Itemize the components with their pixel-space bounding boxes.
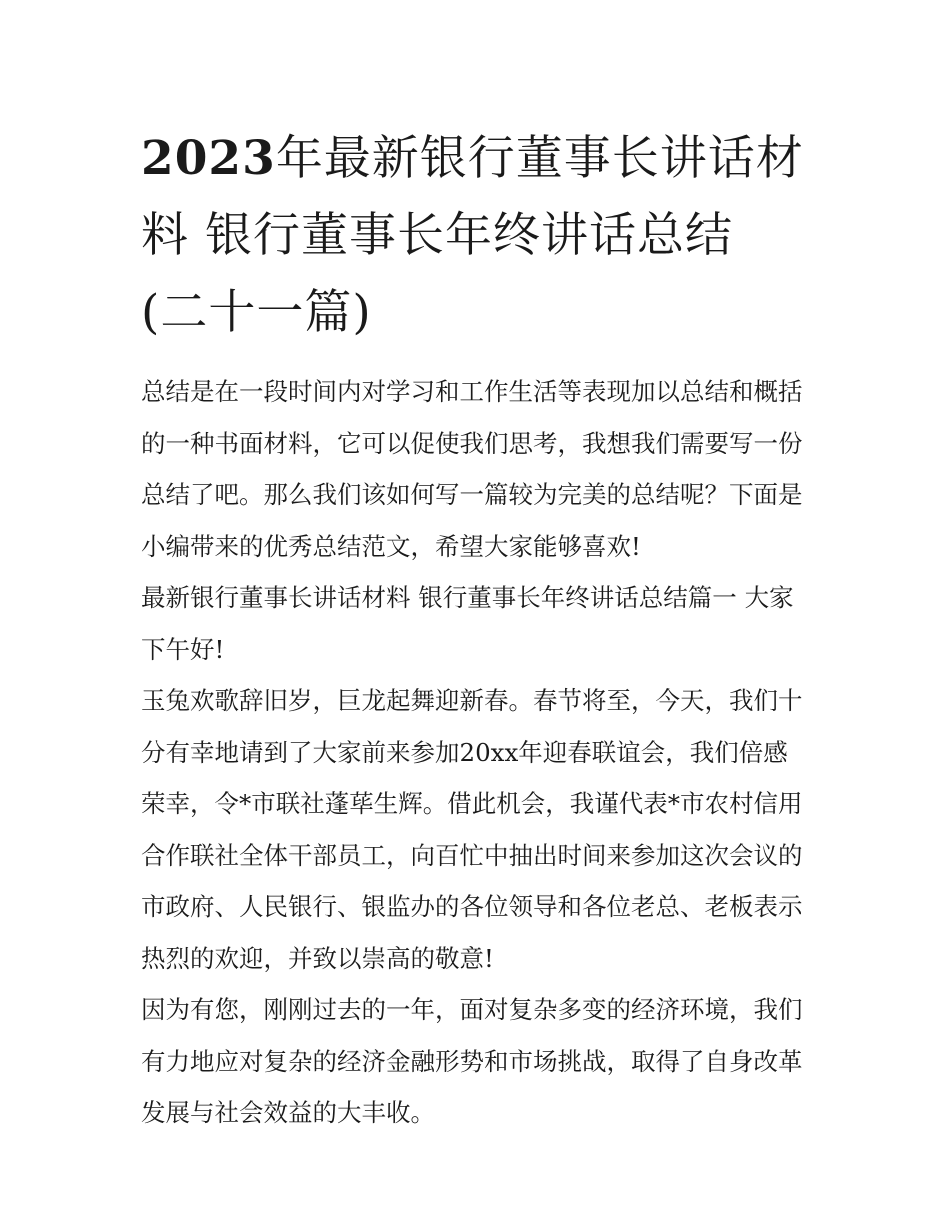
text-line: 因为有您，刚刚过去的一年，面对复杂多变的经济环境，我们 <box>141 995 803 1024</box>
text-line: 分有幸地请到了大家前来参加20xx年迎春联谊会，我们倍感 <box>141 737 788 767</box>
paragraph-review <box>141 984 816 1139</box>
text-line: 总结是在一段时间内对学习和工作生活等表现加以总结和概括 <box>141 377 803 406</box>
title-year: 2023 <box>141 131 276 186</box>
text-line: 总结了吧。那么我们该如何写一篇较为完美的总结呢？下面是 <box>141 480 803 509</box>
text-line: 下午好! <box>141 634 225 664</box>
paragraph-greeting <box>141 675 816 984</box>
paragraph-intro <box>141 366 816 572</box>
text-line: 玉兔欢歌辞旧岁，巨龙起舞迎新春。春节将至，今天，我们十 <box>141 686 803 715</box>
paragraph-section-heading <box>141 572 816 675</box>
text-line: 的一种书面材料，它可以促使我们思考，我想我们需要写一份 <box>141 428 803 458</box>
text-line: 发展与社会效益的大丰收。 <box>141 1098 435 1127</box>
text-line: 有力地应对复杂的经济金融形势和市场挑战，取得了自身改革 <box>141 1046 803 1076</box>
title-line: 料 银行董事长年终讲话总结 <box>141 208 733 263</box>
title-line <box>141 120 816 197</box>
text-line: 热烈的欢迎，并致以崇高的敬意! <box>141 943 494 973</box>
title-text: 年最新银行董事长讲话材 <box>275 131 804 186</box>
document-page <box>141 120 816 1139</box>
text-line: 合作联社全体干部员工，向百忙中抽出时间来参加这次会议的 <box>141 840 803 870</box>
text-line: 荣幸，令*市联社蓬荜生辉。借此机会，我谨代表*市农村信用 <box>141 789 803 818</box>
text-line: 最新银行董事长讲话材料 银行董事长年终讲话总结篇一 大家 <box>141 583 794 612</box>
title-line: (二十一篇) <box>141 285 372 340</box>
document-title <box>141 120 816 351</box>
text-line: 小编带来的优秀总结范文，希望大家能够喜欢! <box>141 531 641 561</box>
text-line: 市政府、人民银行、银监办的各位领导和各位老总、老板表示 <box>141 892 803 921</box>
document-body <box>141 366 816 1139</box>
